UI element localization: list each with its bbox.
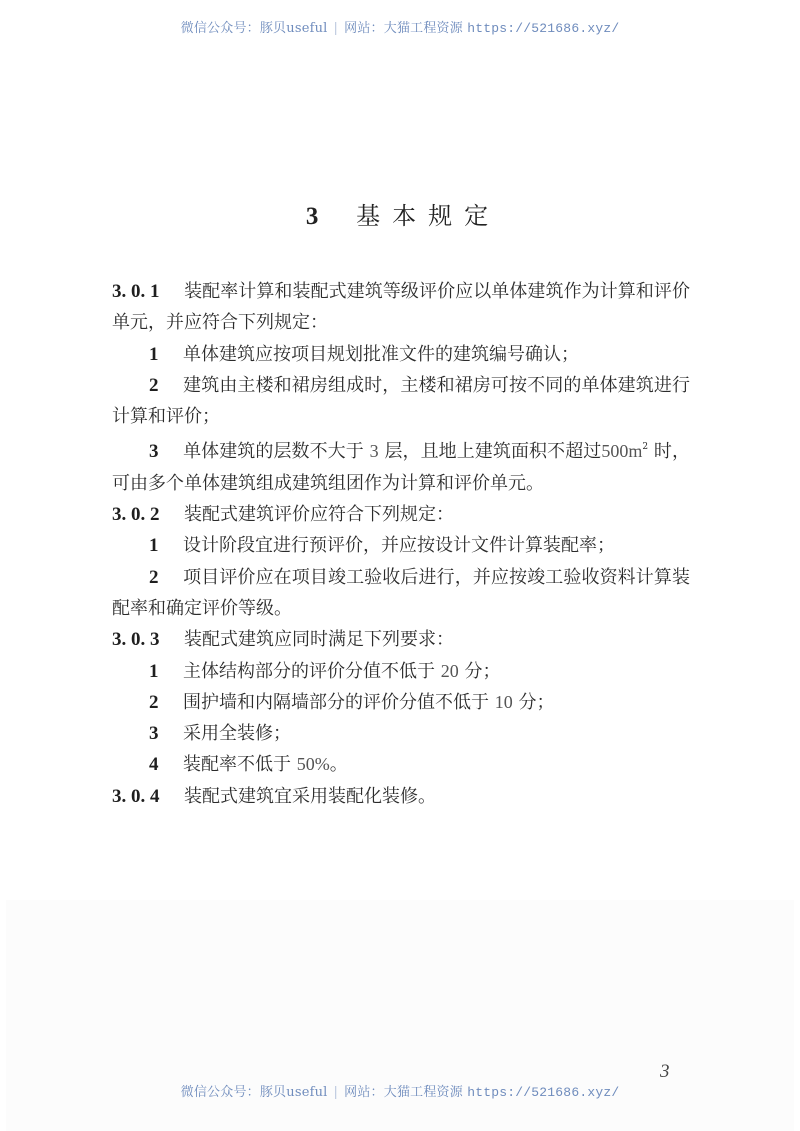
item-text: 采用全装修； bbox=[183, 723, 291, 745]
chapter-title-char: 本 bbox=[392, 202, 417, 230]
item-text-after: 。 bbox=[329, 754, 348, 776]
clause-number: 3. 0. 3 bbox=[112, 629, 160, 651]
watermark-wechat: 微信公众号：豚贝useful bbox=[180, 21, 328, 36]
list-item bbox=[112, 370, 690, 433]
item-number: 1 bbox=[149, 660, 159, 682]
clause-text: 装配式建筑宜采用装配化装修。 bbox=[184, 785, 436, 807]
list-item bbox=[112, 656, 690, 687]
clause-3-0-4 bbox=[112, 781, 690, 812]
watermark-wechat: 微信公众号：豚贝useful bbox=[180, 1085, 328, 1100]
chapter-number: 3 bbox=[305, 203, 319, 230]
list-item bbox=[112, 432, 690, 499]
list-item bbox=[112, 562, 690, 625]
watermark-url[interactable]: https://521686.xyz/ bbox=[467, 1085, 620, 1100]
item-text: 单体建筑应按项目规划批准文件的建筑编号确认； bbox=[183, 343, 579, 365]
item-text-after: 时，可由多个单体建筑组成建筑组团作为计算和评价单元。 bbox=[112, 441, 690, 494]
item-text-after: 分； bbox=[458, 660, 501, 682]
item-number: 2 bbox=[149, 691, 159, 713]
item-text-mid: 层，且地上建筑面积不超过 bbox=[378, 441, 602, 463]
item-text-after: 分； bbox=[512, 691, 555, 713]
chapter-title-char: 基 bbox=[356, 202, 381, 230]
page-number: 3 bbox=[660, 1061, 670, 1082]
item-text: 项目评价应在项目竣工验收后进行，并应按竣工验收资料计算装配率和确定评价等级。 bbox=[112, 566, 690, 619]
item-text-before: 主体结构部分的评价分值不低于 bbox=[183, 660, 441, 682]
chapter-title-char: 规 bbox=[428, 202, 453, 230]
list-item bbox=[112, 749, 690, 780]
clause-text: 装配率计算和装配式建筑等级评价应以单体建筑作为计算和评价单元，并应符合下列规定： bbox=[112, 281, 690, 334]
area-value: 500m bbox=[601, 441, 643, 462]
list-item bbox=[112, 339, 690, 370]
item-number: 1 bbox=[149, 343, 159, 365]
item-number: 1 bbox=[149, 535, 159, 557]
chapter-title bbox=[350, 202, 494, 230]
document-body bbox=[112, 276, 690, 812]
item-text: 设计阶段宜进行预评价，并应按设计文件计算装配率； bbox=[183, 535, 615, 557]
watermark-site: 网站：大猫工程资源 bbox=[344, 1085, 463, 1100]
clause-number: 3. 0. 2 bbox=[112, 504, 160, 526]
chapter-title-char: 定 bbox=[464, 202, 489, 230]
item-text-before: 单体建筑的层数不大于 bbox=[183, 441, 370, 463]
clause-3-0-2 bbox=[112, 499, 690, 530]
item-number: 2 bbox=[149, 374, 159, 396]
clause-3-0-1 bbox=[112, 276, 690, 339]
watermark-site: 网站：大猫工程资源 bbox=[344, 21, 463, 36]
watermark-separator: | bbox=[333, 21, 339, 36]
watermark-footer bbox=[0, 1081, 800, 1100]
clause-text: 装配式建筑评价应符合下列规定： bbox=[184, 504, 454, 526]
watermark-separator: | bbox=[333, 1085, 339, 1100]
item-number: 4 bbox=[149, 754, 159, 776]
watermark-url[interactable]: https://521686.xyz/ bbox=[467, 21, 620, 36]
clause-3-0-3 bbox=[112, 624, 690, 655]
score-value: 20 bbox=[440, 660, 459, 681]
percentage-value: 50% bbox=[296, 754, 330, 775]
area-superscript: 2 bbox=[642, 442, 649, 453]
clause-number: 3. 0. 1 bbox=[112, 281, 160, 302]
item-number: 3 bbox=[149, 441, 159, 463]
item-text-before: 装配率不低于 bbox=[183, 754, 297, 776]
watermark-header bbox=[0, 17, 800, 36]
item-text-before: 围护墙和内隔墙部分的评价分值不低于 bbox=[183, 691, 495, 713]
clause-number: 3. 0. 4 bbox=[112, 785, 160, 807]
item-number: 2 bbox=[149, 566, 159, 588]
list-item bbox=[112, 718, 690, 749]
list-item bbox=[112, 687, 690, 718]
item-text: 建筑由主楼和裙房组成时，主楼和裙房可按不同的单体建筑进行计算和评价； bbox=[112, 374, 690, 428]
item-number: 3 bbox=[149, 723, 159, 745]
clause-text: 装配式建筑应同时满足下列要求： bbox=[184, 629, 454, 651]
chapter-heading bbox=[0, 196, 800, 231]
score-value: 10 bbox=[494, 691, 513, 712]
floor-count-value: 3 bbox=[369, 441, 379, 462]
list-item bbox=[112, 530, 690, 561]
